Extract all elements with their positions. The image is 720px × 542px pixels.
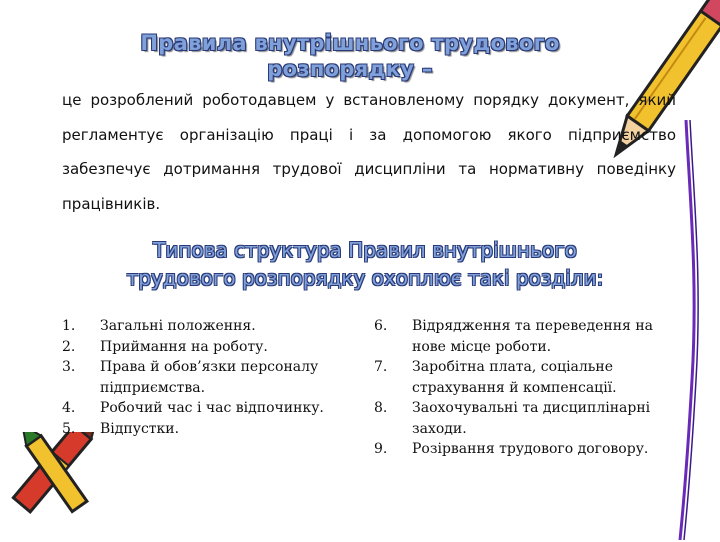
item-number: 4. (62, 400, 76, 416)
item-text: Заохочувальні та дисциплінарні заходи. (412, 400, 651, 437)
item-number: 7. (374, 359, 388, 375)
list-item (62, 398, 362, 419)
item-text: Загальні положення. (100, 318, 256, 334)
sections-list-right (374, 316, 674, 460)
sections-list-left (62, 316, 362, 439)
item-number: 2. (62, 338, 76, 355)
item-number: 5. (62, 420, 76, 437)
list-item (62, 337, 362, 358)
item-number: 8. (374, 400, 388, 416)
item-number: 1. (62, 318, 76, 334)
page-title (0, 30, 700, 82)
item-text: Розірвання трудового договору. (412, 441, 649, 457)
item-number: 9. (374, 441, 388, 457)
list-item (62, 357, 362, 398)
list-item (62, 316, 362, 337)
item-number: 3. (62, 359, 76, 375)
list-item (374, 357, 674, 398)
item-text: Права й обов’язки персоналу підприємства. (100, 359, 319, 396)
list-item (374, 398, 674, 439)
subtitle-line-2: трудового розпорядку охоплює такі розділи: (126, 266, 604, 290)
item-number: 6. (374, 318, 388, 334)
item-text: Приймання на роботу. (100, 338, 268, 355)
item-text: Робочий час і час відпочинку. (100, 400, 324, 416)
section-subtitle (40, 236, 690, 292)
title-line-2: розпорядку – (267, 57, 433, 81)
list-item (62, 419, 362, 440)
subtitle-line-1: Типова структура Правил внутрішнього (153, 238, 577, 262)
item-text: Заробітна плата, соціальне страхування й компенсації. (412, 359, 617, 396)
list-item (374, 439, 674, 460)
crayon-icon (0, 432, 110, 542)
item-text: Відрядження та переведення на нове місце роботи. (412, 318, 654, 355)
item-text: Відпустки. (100, 420, 180, 437)
title-line-1: Правила внутрішнього трудового (140, 31, 560, 55)
list-item (374, 316, 674, 357)
definition-text: це розроблений роботодавцем у встановленому порядку документ, який регламентує організацію праці і за допомогою якого підприємство забезпечує дотримання трудової дисципліни та нормативну поведінку працівників. (62, 91, 676, 213)
